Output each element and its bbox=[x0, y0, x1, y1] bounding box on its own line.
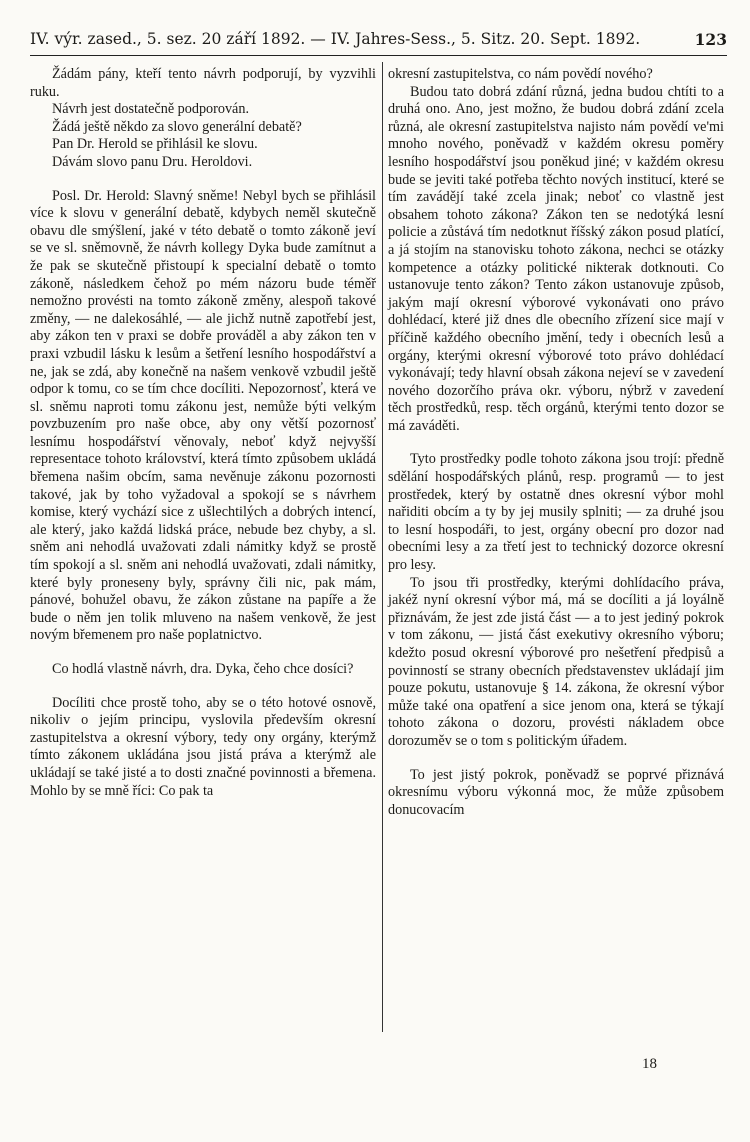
header-rule bbox=[30, 55, 727, 56]
running-header bbox=[30, 30, 727, 54]
paragraph: To jsou tři prostředky, kterými dohlídacího práva, jakéž nyní okresní výbor má, má se docíliti a já loyálně přiznávám, že jest zde jistá část — a to jest jediný pokrok v tom zákonu, — jistá část exekutivy okresního výboru; kdežto posud okresní výborové pro nešetření předpisů a povinností se strany obecních představenstev ukládají jim pouze pokutu, ustanovuje § 14. zákona, že okresní výbor může také ona opatření a sice jenom ona, která se týkají tohoto zákona o dozoru, provésti nákladem obce dorozuměv se o tom s politickým úřadem. bbox=[388, 574, 724, 749]
paragraph: Co hodlá vlastně návrh, dra. Dyka, čeho chce dosíci? bbox=[52, 661, 354, 677]
page-number: 123 bbox=[694, 30, 727, 49]
paragraph: Návrh jest dostatečně podporován. bbox=[52, 101, 249, 118]
paragraph: Pan Dr. Herold se přihlásil ke slovu. bbox=[52, 136, 258, 153]
signature-mark: 18 bbox=[642, 1056, 657, 1072]
paragraph: Žádám pány, kteří tento návrh podporují, by vyzvihli ruku. bbox=[30, 66, 376, 100]
paragraph: Docíliti chce prostě toho, aby se o této hotové osnově, nikoliv o jejím principu, vyslovila především okresní zastupitelstva a okresní výbory, tedy ony orgány, kterýmž tímto zákonem ukládána jsou jistá práva a kterýmž ale ukládají se také jisté a to dosti značné povinnosti a břemena. Mohlo by se mně říci: Co pak ta bbox=[30, 694, 376, 799]
left-column bbox=[30, 66, 376, 800]
paragraph: To jest jistý pokrok, poněvadž se poprvé přiznává okresnímu výboru výkonná moc, že může způsobem donucovacím bbox=[388, 766, 724, 818]
paragraph: Posl. Dr. Herold: Slavný sněme! Nebyl bych se přihlásil více k slovu v generální debatě, kdybych neměl skutečně obavu dle smýšlení, jaké v této debatě o tomto zákoně jeví se ve sl. sněmovně, že návrh kollegy Dyka bude zamítnut a že pak se skutečně přistoupí k specialní debatě o tomto zákoně, následkem čehož po mém názoru bude téměř nemožno provésti na tomto zákoně změny, alespoň takové změny, — ne dalekosáhlé, — ale jichž nutně zapotřebí jest, aby zákon ten v praxi se dobře prováděl a aby zákon ten v praxi vzbudil lásku k lesům a šetření lesního hospodářství a ne, jak se zdá, aby konečně na našem venkově vzbudil ještě odpor k tomu, co se tím chce docíliti. Nepozornosť, která ve sl. sněmu naproti tomu zákonu jest, nemůže býti velkým povzbuzením pro naše obce, aby ony větší pozornosť lesnímu hospodářství věnovaly, neboť když nejvyšší representace tohoto království, která tímto způsobem ukládá břemena našim obcím, sama nevěnuje zákonu pozornosti takové, jak by toho vyžadoval a spokojí se s návrhem komise, který vychází sice z ušlechtilých a dobrých intencí, ale který, jako každá lidská práce, nebude bez chyby, a sl. sněm ani nehodlá uvažovati zdali námitky když se prostě tím spokojí a sl. sněm ani nehodlá uvažovati, zdali námitky, které byly proneseny byly, správny čili nic, pak mám, pánové, bohužel obavu, že zákon zůstane na papíře a že bude o něm jen tolik mluveno na našem venkově, že jest novým břemenem pro naše poplatnictvo. bbox=[30, 187, 376, 644]
paragraph: Tyto prostředky podle tohoto zákona jsou trojí: předně sdělání hospodářských plánů, resp. programů — to jest prostředek, který by ostatně dnes okresní výbor mohl nařiditi obcím a ty by jej musily splniti; — za druhé jsou to lesní hospodáři, to jest, orgány obecní pro dozor nad obecními lesy a za třetí jest to technický dozorce okresní pro lesy. bbox=[388, 451, 724, 574]
right-column bbox=[388, 66, 724, 819]
paragraph: Dávám slovo panu Dru. Heroldovi. bbox=[52, 153, 253, 170]
paragraph: okresní zastupitelstva, co nám povědí nového? bbox=[388, 66, 653, 82]
paragraph: Budou tato dobrá zdání různá, jedna budou chtíti to a druhá ono. Ano, jest možno, že budou dobrá zdání zcela různá, ale okresní zastupitelstva najisto nám povědí ve'mi mnoho nového, poněvadž v každém okresu poměry lesního hospodářství jsou poněkud jiné; v každém okresu bude se jeviti také potřeba těchto nových institucí, které se tím zavádějí také zcela jinak; neboť co vlastně jest obsahem tohoto zákona? Zákon ten se nedotýká lesní policie a zůstává tím nedotknut říšský zákon posud platící, a já stojím na stanovisku tohoto zákona, nechci se otázky kompetence a otázky politické nikterak dotknouti. Co ustanovuje tento zákon? Tento zákon ustanovuje způsob, jakým mají okresní výborové vykonávati ono právo dohlédací, které již dnes dle obecního zřízení sice mají v příčině každého obecního jmění, tedy i obecních lesů a orgány, kterými okresní výborové toto právo dohlédací vykonávají; tedy hlavní obsah zákona nejeví se v zavedení nového dozorčího práva okr. výboru, nýbrž v zavedení těch prostředků, resp. těch orgánů, kterými tento dozor se má zaváděti. bbox=[388, 83, 724, 434]
header-session-info: IV. výr. zased., 5. sez. 20 září 1892. — IV. Jahres-Sess., 5. Sitz. 20. Sept. 1892. bbox=[30, 30, 641, 48]
paragraph: Žádá ještě někdo za slovo generální debatě? bbox=[52, 118, 302, 135]
column-divider bbox=[382, 62, 383, 1032]
